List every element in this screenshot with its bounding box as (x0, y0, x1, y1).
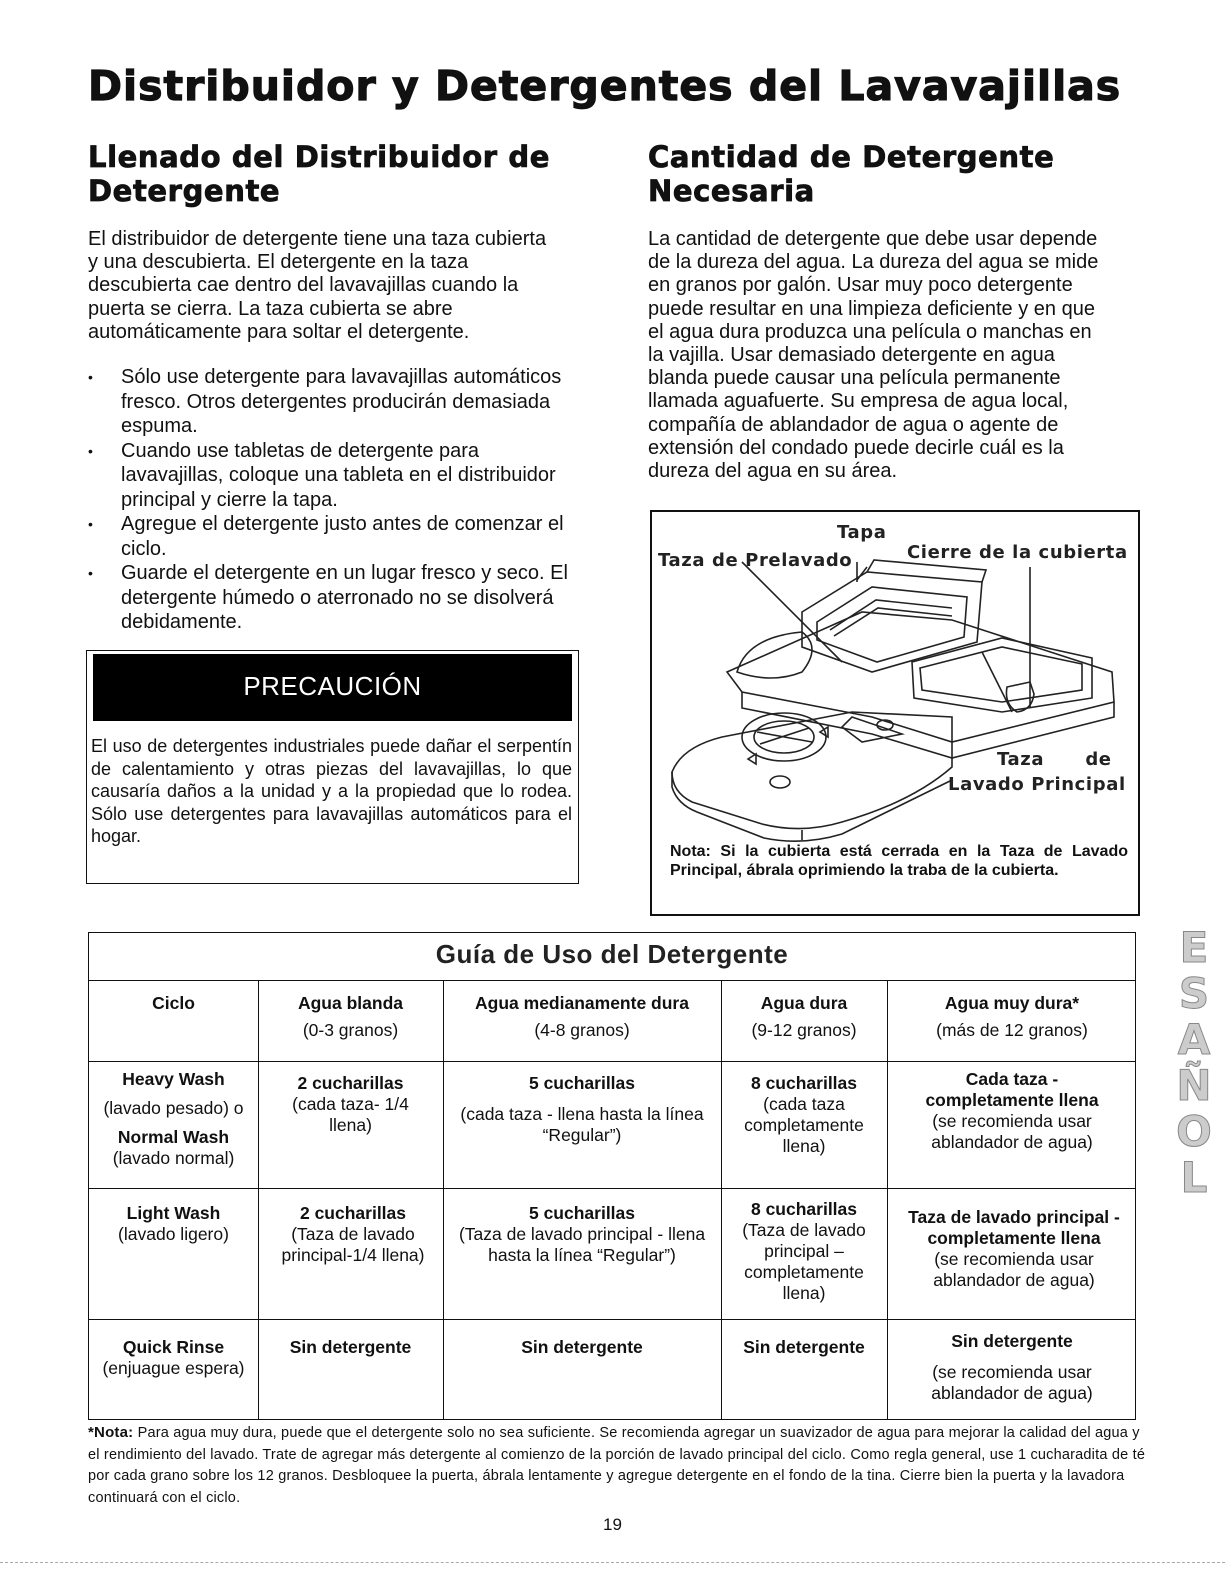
fill-dispenser-heading (88, 140, 550, 208)
row1-very-hard-b: Cada taza - completamente llena (925, 1069, 1099, 1110)
header-cycle (89, 993, 258, 1014)
page-number: 19 (603, 1515, 622, 1534)
side-tab-letter: O (1176, 1107, 1212, 1156)
side-tab-letter: A (1177, 1015, 1211, 1064)
divider (887, 980, 888, 1419)
row2-medium-n: (Taza de lavado principal - llena hasta la línea “Regular”) (458, 1224, 706, 1265)
row2-very-hard-n: (se recomienda usar ablandador de agua) (933, 1249, 1095, 1290)
row3-cycle-n1: (enjuague espera) (102, 1358, 245, 1378)
row2-cycle (89, 1203, 258, 1245)
caution-text: El uso de detergentes industriales puede dañar el serpentín de calentamiento y otras piezas del lavavajillas, lo que causaría daños a la unidad y a la propiedad que lo rodea. Sólo use detergentes para lavavajillas automáticos para el hogar. (91, 736, 572, 846)
row3-cycle (89, 1337, 258, 1379)
divider (89, 1188, 1135, 1189)
row1-cycle-n2: (lavado normal) (112, 1148, 235, 1168)
label-prewash-cup: Taza de Prelavado (658, 550, 853, 571)
page-title: Distribuidor y Detergentes del Lavavajillas (88, 62, 1122, 110)
header-hard-label: Agua dura (760, 993, 848, 1013)
divider (89, 1061, 1135, 1062)
row1-hard-b: 8 cucharillas (750, 1073, 858, 1093)
scan-edge (0, 1562, 1225, 1564)
side-tab-letter: L (1180, 1153, 1208, 1202)
row2-cycle-n1: (lavado ligero) (118, 1224, 229, 1244)
footnote-label: *Nota: (88, 1424, 134, 1441)
row3-medium-b: Sin detergente (521, 1337, 643, 1357)
header-very-hard-sub: (más de 12 granos) (936, 1020, 1088, 1040)
row1-cycle-n1: (lavado pesado) o (103, 1098, 244, 1118)
row2-hard (729, 1199, 879, 1304)
amount-heading-line1: Cantidad de Detergente (648, 140, 1055, 174)
header-very-hard (887, 993, 1137, 1041)
header-hard-sub: (9-12 granos) (751, 1020, 857, 1040)
caution-box (86, 650, 579, 884)
dispenser-figure (650, 510, 1140, 916)
amount-heading-line2: Necesaria (648, 174, 815, 208)
label-lid: Tapa (837, 522, 887, 543)
header-medium (443, 993, 721, 1041)
dispenser-tips-list (88, 365, 568, 635)
row2-very-hard-b: Taza de lavado principal - completamente llena (908, 1207, 1120, 1248)
row2-very-hard (891, 1207, 1137, 1291)
header-cycle-label: Ciclo (152, 993, 195, 1013)
row3-soft-b: Sin detergente (289, 1337, 412, 1357)
row1-hard (731, 1073, 877, 1157)
row2-soft (273, 1203, 433, 1266)
row2-medium (451, 1203, 713, 1266)
amount-heading (648, 140, 1054, 208)
row3-very-hard-b: Sin detergente (951, 1331, 1073, 1351)
guide-title: Guía de Uso del Detergente (435, 939, 789, 969)
row1-very-hard-n: (se recomienda usar ablandador de agua) (931, 1111, 1093, 1152)
label-main-cup-line1: Taza de (997, 749, 1112, 770)
side-tab-letter: S (1178, 969, 1210, 1018)
row2-cycle-b1: Light Wash (126, 1203, 221, 1223)
label-cover-latch: Cierre de la cubierta (907, 542, 1128, 563)
header-hard (721, 993, 887, 1041)
divider (89, 1319, 1135, 1320)
row2-soft-n: (Taza de lavado principal-1/4 llena) (281, 1224, 425, 1265)
caution-title: PRECAUCIÓN (93, 654, 572, 721)
side-tab-letter: E (1179, 923, 1209, 972)
row2-medium-b: 5 cucharillas (528, 1203, 636, 1223)
list-item: • Guarde el detergente en un lugar fresco y seco. El detergente húmedo o aterronado no se disolverá debidamente. (88, 561, 568, 635)
list-item: • Agregue el detergente justo antes de comenzar el ciclo. (88, 512, 568, 561)
label-main-cup-line2: Lavado Principal (948, 774, 1126, 795)
fill-dispenser-heading-line1: Llenado del Distribuidor de (88, 140, 550, 174)
side-tab-letter: Ñ (1176, 1061, 1212, 1110)
row3-medium (443, 1337, 721, 1358)
row3-cycle-b1: Quick Rinse (122, 1337, 225, 1357)
header-medium-label: Agua medianamente dura (475, 993, 689, 1013)
header-very-hard-label: Agua muy dura* (944, 993, 1080, 1013)
row1-hard-n: (cada taza completamente llena) (744, 1094, 864, 1156)
row3-hard (721, 1337, 887, 1358)
footnote (88, 1422, 1148, 1509)
divider (89, 980, 1135, 981)
amount-intro: La cantidad de detergente que debe usar depende de la dureza del agua. La dureza del agua se mide en granos por galón. Usar muy poco detergente puede resultar en una limpieza deficiente y en que el agua dura produzca una película o manchas en la vajilla. Usar demasiado detergente en agua blanda puede causar una película permanente llamada aguafuerte. Su empresa de agua local, compañía de ablandador de agua o agente de extensión del condado puede decirle cuál es la dureza del agua en su área. (648, 228, 1099, 483)
row1-soft-b: 2 cucharillas (297, 1073, 404, 1093)
row1-cycle-b2: Normal Wash (117, 1127, 230, 1147)
header-medium-sub: (4-8 granos) (534, 1020, 630, 1040)
header-soft-label: Agua blanda (297, 993, 403, 1013)
row2-hard-n: (Taza de lavado principal – completamente llena) (742, 1220, 866, 1303)
row1-medium-n: (cada taza - llena hasta la línea “Regular”) (460, 1104, 704, 1145)
row3-soft (258, 1337, 443, 1358)
detergent-guide-table (88, 932, 1136, 1420)
row1-medium-b: 5 cucharillas (528, 1073, 636, 1093)
figure-note: Nota: Si la cubierta está cerrada en la Taza de Lavado Principal, ábrala oprimiendo la traba de la cubierta. (670, 843, 1128, 879)
row2-soft-b: 2 cucharillas (299, 1203, 407, 1223)
row1-soft-n: (cada taza- 1/4 llena) (292, 1094, 409, 1135)
row3-very-hard (907, 1331, 1117, 1404)
row1-medium (453, 1073, 711, 1146)
header-soft-sub: (0-3 granos) (302, 1020, 399, 1040)
fill-dispenser-heading-line2: Detergente (88, 174, 281, 208)
footnote-text: Para agua muy dura, puede que el detergente solo no sea suficiente. Se recomienda agregar un suavizador de agua para mejorar la calidad del agua y el rendimiento del lavado. Trate de agregar más detergente al comienzo de la porción de lavado principal del ciclo. Como regla general, use 1 cucharadita de té por cada grano sobre los 12 granos. Desbloquee la puerta, ábrala lentamente y agregue detergente en el fondo de la tina. Cierre bien la puerta y la lavadora continuará con el ciclo. (88, 1425, 1146, 1506)
list-item: • Sólo use detergente para lavavajillas automáticos fresco. Otros detergentes producirán demasiada espuma. (88, 365, 568, 439)
language-side-tab (1170, 923, 1218, 1202)
row1-cycle-b1: Heavy Wash (122, 1069, 225, 1089)
row3-hard-b: Sin detergente (743, 1337, 865, 1357)
row1-very-hard (907, 1069, 1117, 1153)
row3-very-hard-n: (se recomienda usar ablandador de agua) (931, 1362, 1093, 1403)
list-item: • Cuando use tabletas de detergente para lavavajillas, coloque una tableta en el distribuidor principal y cierre la tapa. (88, 439, 568, 513)
row1-soft (273, 1073, 428, 1136)
header-soft (258, 993, 443, 1041)
row2-hard-b: 8 cucharillas (750, 1199, 858, 1219)
dispenser-intro: El distribuidor de detergente tiene una taza cubierta y una descubierta. El detergente en la taza descubierta cae dentro del lavavajillas cuando la puerta se cierra. La taza cubierta se abre automáticamente para soltar el detergente. (88, 228, 547, 343)
row1-cycle (89, 1069, 258, 1169)
